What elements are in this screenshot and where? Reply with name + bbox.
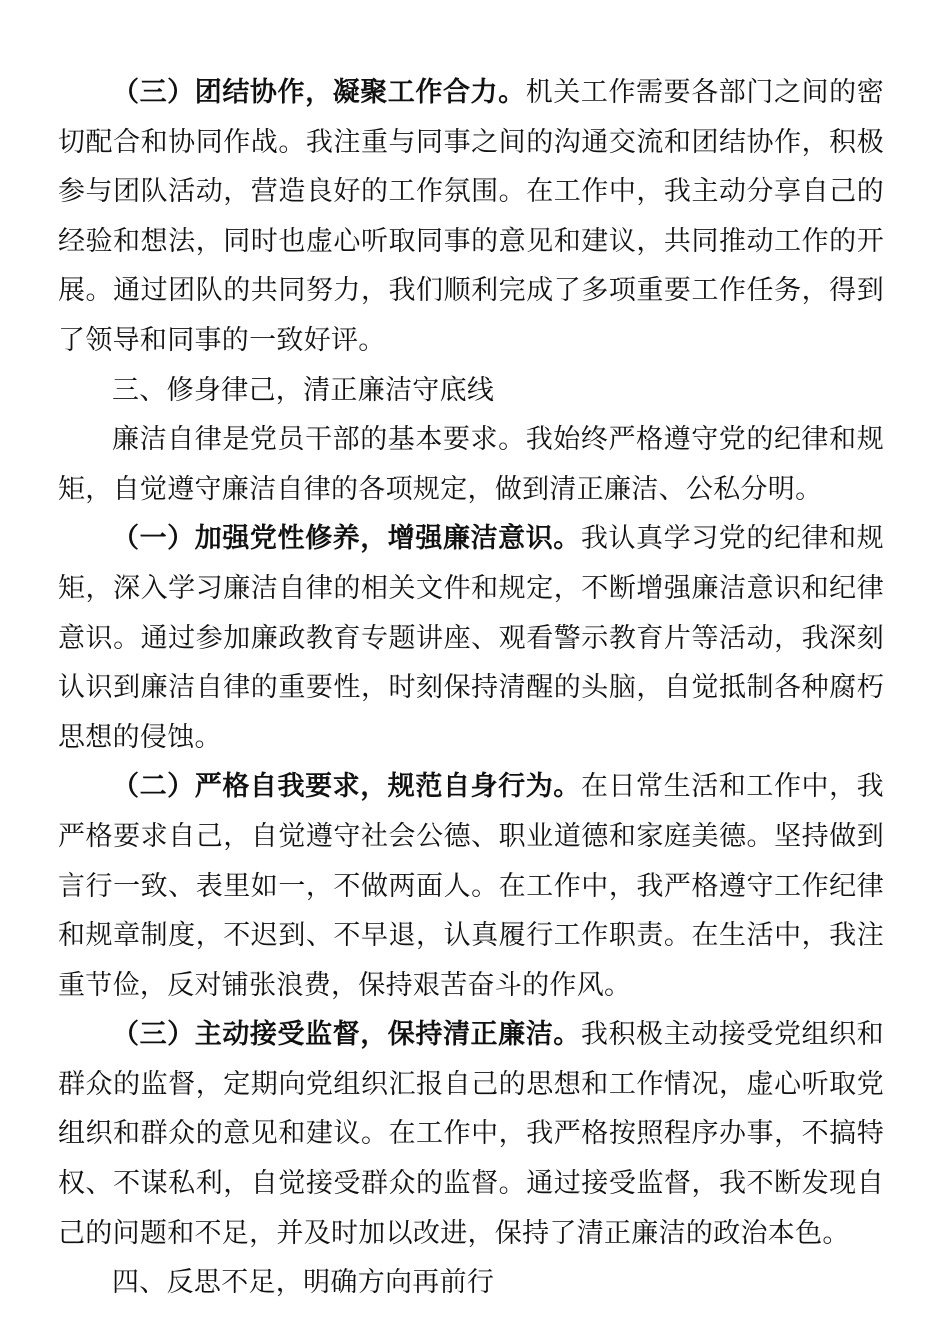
subsection-teamwork — [58, 68, 884, 366]
subsection-body: 我认真学习党的纪律和规矩，深入学习廉洁自律的相关文件和规定，不断增强廉洁意识和纪律意识。通过参加廉政教育专题讲座、观看警示教育片等活动，我深刻认识到廉洁自律的重要性，时刻保持清醒的头脑，自觉抵制各种腐朽思想的侵蚀。 — [58, 523, 884, 753]
subsection-lead: （三）主动接受监督，保持清正廉洁。 — [112, 1019, 581, 1051]
subsection-lead: （一）加强党性修养，增强廉洁意识。 — [112, 523, 581, 555]
section-heading-four: 四、反思不足，明确方向再前行 — [112, 1267, 495, 1299]
subsection-lead: （三）团结协作，凝聚工作合力。 — [112, 77, 526, 108]
section-heading-three: 三、修身律己，清正廉洁守底线 — [112, 374, 495, 406]
subsection-self-discipline — [58, 762, 884, 1010]
section-intro-paragraph: 廉洁自律是党员干部的基本要求。我始终严格遵守党的纪律和规矩，自觉遵守廉洁自律的各项规定，做到清正廉洁、公私分明。 — [58, 424, 884, 505]
subsection-party-spirit — [58, 514, 884, 762]
subsection-lead: （二）严格自我要求，规范自身行为。 — [112, 771, 581, 803]
subsection-body: 我积极主动接受党组织和群众的监督，定期向党组织汇报自己的思想和工作情况，虚心听取党组织和群众的意见和建议。在工作中，我严格按照程序办事，不搞特权、不谋私利，自觉接受群众的监督。通过接受监督，我不断发现自己的问题和不足，并及时加以改进，保持了清正廉洁的政治本色。 — [58, 1019, 884, 1249]
subsection-body: 在日常生活和工作中，我严格要求自己，自觉遵守社会公德、职业道德和家庭美德。坚持做到言行一致、表里如一，不做两面人。在工作中，我严格遵守工作纪律和规章制度，不迟到、不早退，认真履行工作职责。在生活中，我注重节俭，反对铺张浪费，保持艰苦奋斗的作风。 — [58, 771, 884, 1001]
subsection-supervision — [58, 1010, 884, 1258]
subsection-body: 机关工作需要各部门之间的密切配合和协同作战。我注重与同事之间的沟通交流和团结协作，积极参与团队活动，营造良好的工作氛围。在工作中，我主动分享自己的经验和想法，同时也虚心听取同事的意见和建议，共同推动工作的开展。通过团队的共同努力，我们顺利完成了多项重要工作任务，得到了领导和同事的一致好评。 — [58, 77, 884, 356]
